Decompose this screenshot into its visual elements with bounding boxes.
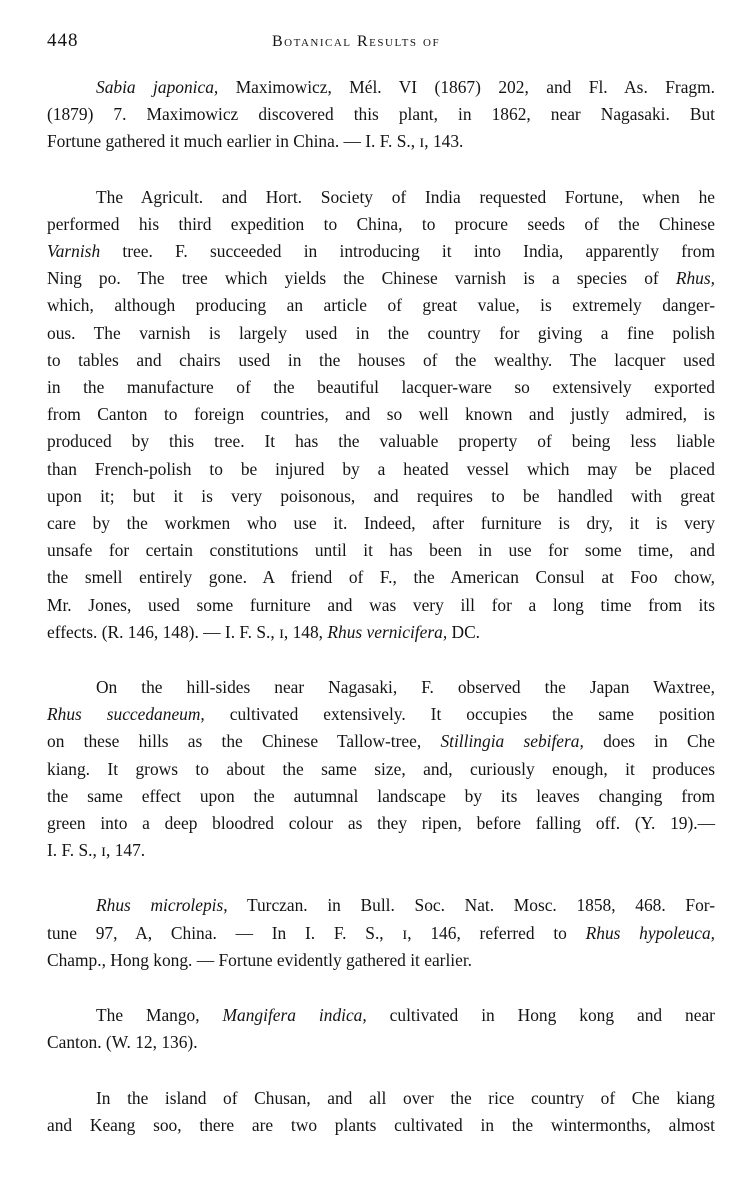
text-run: cultivated extensively. It occupies the same position — [204, 704, 715, 725]
text-line — [47, 101, 715, 128]
paragraph — [47, 892, 715, 974]
paragraph-gap — [47, 156, 715, 184]
body-text — [47, 74, 715, 1139]
italic-term: Rhus succedaneum, — [47, 704, 205, 725]
text-line — [47, 74, 715, 101]
text-run: than French-polish to be injured by a heated vessel which may be placed — [47, 458, 715, 479]
text-run: in the manufacture of the beautiful lacquer-ware so extensively exported — [47, 377, 715, 398]
text-line — [47, 783, 715, 810]
text-line — [47, 483, 715, 510]
text-run: I. F. S., ɪ, 147. — [47, 840, 146, 861]
paragraph — [47, 184, 715, 646]
text-line — [47, 456, 715, 483]
text-line — [47, 920, 715, 947]
italic-term: Rhus vernicifera, — [327, 621, 448, 642]
paragraph-gap — [47, 646, 715, 674]
text-run: to tables and chairs used in the houses of the wealthy. The lacquer used — [47, 349, 715, 370]
text-line — [47, 701, 715, 728]
text-line — [47, 1085, 715, 1112]
text-line — [47, 238, 715, 265]
text-run: green into a deep bloodred colour as they ripen, before falling off. (Y. 19).— — [47, 813, 715, 834]
text-run: produced by this tree. It has the valuable property of being less liable — [47, 431, 715, 452]
text-line — [47, 947, 715, 974]
text-line — [47, 510, 715, 537]
text-run: which, although producing an article of great value, is extremely danger- — [47, 295, 715, 316]
text-run: tune 97, A, China. — In I. F. S., ɪ, 146, referred to — [47, 922, 586, 943]
text-run: kiang. It grows to about the same size, and, curiously enough, it produces — [47, 758, 715, 779]
text-line — [47, 1112, 715, 1139]
text-line — [47, 211, 715, 238]
text-run: on these hills as the Chinese Tallow-tree, — [47, 731, 441, 752]
text-run: Champ., Hong kong. — Fortune evidently gathered it earlier. — [47, 949, 473, 970]
paragraph — [47, 674, 715, 864]
text-run: DC. — [447, 621, 481, 642]
text-line — [47, 1029, 715, 1056]
text-run: and Keang soo, there are two plants cultivated in the wintermonths, almost — [47, 1114, 715, 1135]
text-run: cultivated in Hong kong and near — [366, 1005, 715, 1026]
paragraph-gap — [47, 1057, 715, 1085]
text-line — [47, 128, 715, 155]
text-run: care by the workmen who use it. Indeed, after furniture is dry, it is very — [47, 513, 715, 534]
text-run: upon it; but it is very poisonous, and requires to be handled with great — [47, 485, 715, 506]
text-run: On the hill-sides near Nagasaki, F. observed the Japan Waxtree, — [96, 677, 715, 698]
text-run: Canton. (W. 12, 136). — [47, 1032, 198, 1053]
text-run: effects. (R. 146, 148). — I. F. S., ɪ, 148, — [47, 621, 328, 642]
text-run: tree. F. succeeded in introducing it into India, apparently from — [100, 241, 715, 262]
paragraph-gap — [47, 864, 715, 892]
paragraph — [47, 1085, 715, 1139]
running-head: Botanical Results of — [272, 33, 441, 50]
text-run: ous. The varnish is largely used in the country for giving a fine polish — [47, 322, 715, 343]
text-run: the smell entirely gone. A friend of F., the American Consul at Foo chow, — [47, 567, 715, 588]
text-line — [47, 892, 715, 919]
italic-term: Rhus hypoleuca, — [585, 922, 715, 943]
text-run: from Canton to foreign countries, and so well known and justly admired, is — [47, 404, 715, 425]
text-line — [47, 674, 715, 701]
italic-term: Rhus microlepis, — [96, 895, 228, 916]
italic-term: Rhus, — [675, 268, 715, 289]
text-line — [47, 265, 715, 292]
text-line — [47, 1002, 715, 1029]
italic-term: Mangifera indica, — [222, 1005, 367, 1026]
text-line — [47, 401, 715, 428]
text-run: Ning po. The tree which yields the Chinese varnish is a species of — [47, 268, 676, 289]
text-line — [47, 347, 715, 374]
text-run: In the island of Chusan, and all over the rice country of Che kiang — [96, 1087, 715, 1108]
text-line — [47, 537, 715, 564]
text-run: the same effect upon the autumnal landscape by its leaves changing from — [47, 785, 715, 806]
text-run: does in Che — [583, 731, 715, 752]
paragraph — [47, 74, 715, 156]
text-run: Turczan. in Bull. Soc. Nat. Mosc. 1858, 468. For- — [227, 895, 715, 916]
text-line — [47, 810, 715, 837]
text-run: The Mango, — [96, 1005, 223, 1026]
text-run: (1879) 7. Maximowicz discovered this plant, in 1862, near Nagasaki. But — [47, 104, 715, 125]
text-run: Fortune gathered it much earlier in China. — I. F. S., ɪ, 143. — [47, 131, 464, 152]
text-run: performed his third expedition to China, to procure seeds of the Chinese — [47, 213, 715, 234]
text-line — [47, 374, 715, 401]
text-line — [47, 756, 715, 783]
text-line — [47, 428, 715, 455]
text-run: Mr. Jones, used some furniture and was very ill for a long time from its — [47, 594, 715, 615]
italic-term: Varnish — [47, 241, 101, 262]
text-run: unsafe for certain constitutions until it has been in use for some time, and — [47, 540, 715, 561]
text-line — [47, 292, 715, 319]
text-line — [47, 320, 715, 347]
text-line — [47, 837, 715, 864]
text-line — [47, 728, 715, 755]
text-line — [47, 184, 715, 211]
text-line — [47, 564, 715, 591]
text-run: Maximowicz, Mél. VI (1867) 202, and Fl. As. Fragm. — [218, 77, 715, 97]
italic-term: Sabia japonica, — [96, 77, 219, 97]
paragraph — [47, 1002, 715, 1056]
text-run: The Agricult. and Hort. Society of India requested Fortune, when he — [96, 186, 715, 207]
italic-term: Stillingia sebifera, — [440, 731, 584, 752]
text-line — [47, 592, 715, 619]
page-number: 448 — [47, 30, 79, 51]
paragraph-gap — [47, 974, 715, 1002]
text-line — [47, 619, 715, 646]
